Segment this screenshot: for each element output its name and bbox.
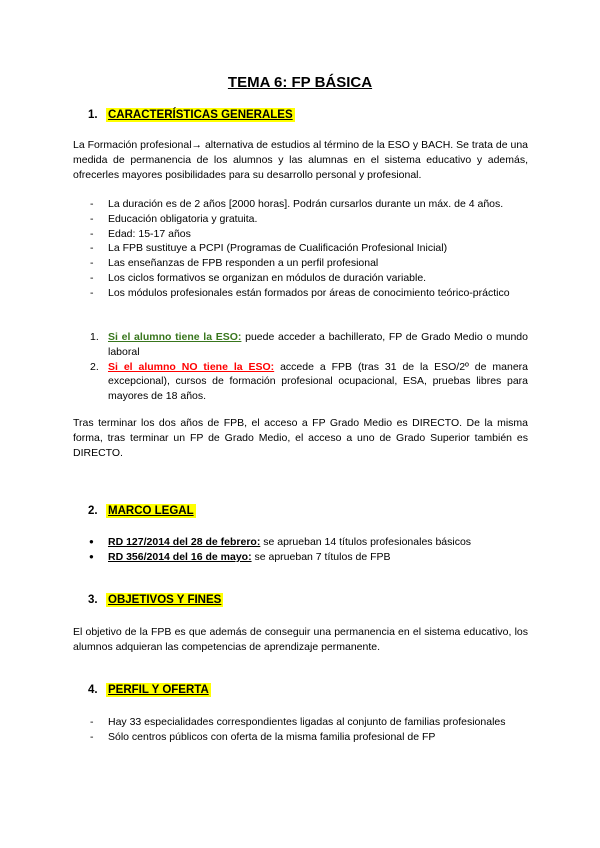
list-item: 2. Si el alumno NO tiene la ESO: accede a FPB (tras 31 de la ESO/2º de manera excepcional), cursos de formación profesional ocupacional, ESA, pruebas libres para mayores de 18 años.: [90, 360, 528, 403]
list-item: ● RD 127/2014 del 28 de febrero: se aprueban 14 títulos profesionales básicos: [88, 535, 528, 550]
section-3-heading: 3. OBJETIVOS Y FINES: [88, 594, 222, 606]
section-1-heading: 1. CARACTERÍSTICAS GENERALES: [88, 109, 293, 121]
list-item: - Educación obligatoria y gratuita.: [88, 212, 528, 227]
list-item: - Los módulos profesionales están formados por áreas de conocimiento teórico-práctico: [88, 286, 528, 301]
section-1-numbered-list: [88, 330, 528, 404]
list-item: 1. Si el alumno tiene la ESO: puede acceder a bachillerato, FP de Grado Medio o mundo laboral: [90, 331, 528, 358]
list-item: - Edad: 15-17 años: [88, 227, 528, 242]
list-item: - Sólo centros públicos con oferta de la misma familia profesional de FP: [88, 730, 528, 745]
section-4-list: [88, 715, 528, 745]
list-item: - La FPB sustituye a PCPI (Programas de Cualificación Profesional Inicial): [88, 241, 528, 256]
list-item: - Hay 33 especialidades correspondientes ligadas al conjunto de familias profesionales: [88, 715, 528, 730]
section-1-list: [88, 197, 528, 301]
section-1-closing: Tras terminar los dos años de FPB, el acceso a FP Grado Medio es DIRECTO. De la misma forma, tras terminar un FP de Grado Medio, el acceso a uno de Grado Superior también es DIRECTO.: [73, 417, 528, 459]
section-3-text: El objetivo de la FPB es que además de conseguir una permanencia en el sistema educativo, los alumnos adquieran las competencias de aprendizaje permanente.: [73, 626, 528, 653]
list-item: - Los ciclos formativos se organizan en módulos de duración variable.: [88, 271, 528, 286]
section-2-list: [88, 535, 528, 565]
section-2-heading: 2. MARCO LEGAL: [88, 505, 194, 517]
page-title: TEMA 6: FP BÁSICA: [227, 74, 373, 91]
section-1-intro: La Formación profesional→ alternativa de estudios al término de la ESO y BACH. Se trata de una medida de permanencia de los alumnos y las alumnas en el sistema educativo y además, ofrecerles mayores posibilidades para su desarrollo personal y profesional.: [73, 139, 528, 181]
list-item: - La duración es de 2 años [2000 horas]. Podrán cursarlos durante un máx. de 4 años.: [88, 197, 528, 212]
list-item: ● RD 356/2014 del 16 de mayo: se aprueban 7 títulos de FPB: [88, 550, 528, 565]
section-4-heading: 4. PERFIL Y OFERTA: [88, 684, 209, 696]
list-item: - Las enseñanzas de FPB responden a un perfil profesional: [88, 256, 528, 271]
